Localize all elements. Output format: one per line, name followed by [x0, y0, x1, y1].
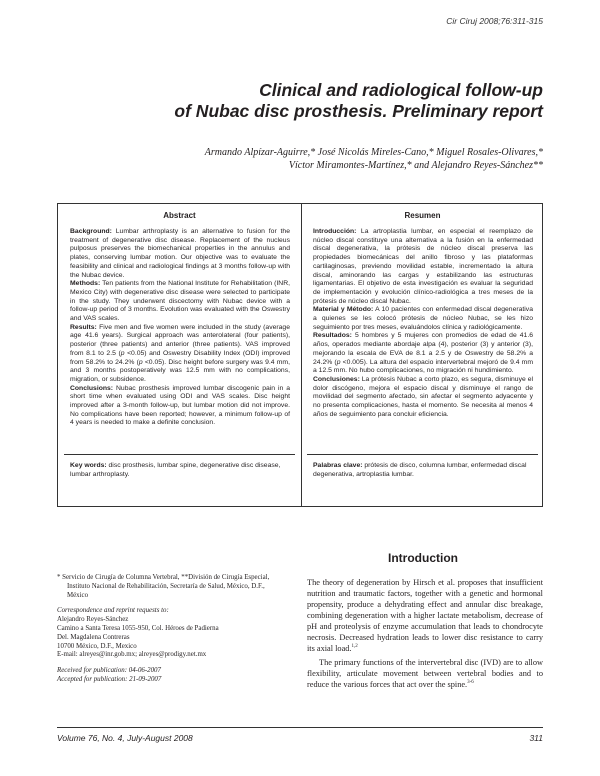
authors-line-2: Víctor Miramontes-Martínez,* and Alejandro Reyes-Sánchez** [288, 160, 543, 171]
methods-label: Methods: [70, 280, 101, 288]
correspondence-name: Alejandro Reyes-Sánchez [57, 616, 129, 624]
authors-line-1: Armando Alpízar-Aguirre,* José Nicolás Mireles-Cano,* Miguel Rosales-Olivares,* [204, 147, 543, 158]
intro-para2-ref: 3-6 [467, 680, 474, 686]
background-text: Lumbar arthroplasty is an alternative to fusion for the treatment of degenerative disc disease. Replacement of the nucleus pulposus preserves the biomechanical properties in the annulus and plates, conserving lumbar motion. Our objective was to evaluate the feasibility and clinical and radiological findings at 3 months follow-up with the Nubac device. [70, 228, 290, 279]
resumen-body [313, 228, 533, 419]
resumen-conclusiones [313, 376, 533, 420]
resultados-p-value: p [336, 358, 341, 366]
intro-para1-text: The theory of degeneration by Hirsch et al. proposes that insufficient nutrition and traumatic factors, together with a genetic and hormonal propensity, produce a dehydrating effect and annular disc breakage, combining degeneration with a higher lactate metabolism, decrease of pH and proteolysis of enzyme accumulation that leads to chondrocyte necrosis. Decreased hydration leads to lower disc resistance to carry its axial load. [307, 578, 543, 653]
abstract-body [70, 228, 290, 428]
conclusiones-text: La prótesis Nubac a corto plazo, es segura, disminuye el dolor discógeno, mejora el espacio discal y disminuye el rango de movilidad del segmento afectado, sin afectar el segmento adyacente y no presenta complicaciones, hasta el momento. Se necesita al menos 4 años de seguimiento para concluir eficiencia. [313, 375, 533, 418]
introduction-heading: Introduction [388, 551, 458, 565]
resumen-introduccion [313, 228, 533, 306]
introduction-body [307, 577, 543, 690]
results-label: Results: [70, 323, 97, 331]
abstract-results [70, 324, 290, 385]
correspondence-address-2: Del. Magdalena Contreras [57, 633, 130, 641]
results-text-a: Five men and five women were included in the study (average age 41.6 years). Surgical approach was anterolateral (four patients), posterior (three patients) and anterior (three patients). VAS improved from 8.1 to 2.5 ( [70, 323, 290, 357]
correspondence-address-1: Camino a Santa Teresa 1055-950, Col. Héroes de Padierna [57, 624, 219, 632]
title-line-1: Clinical and radiological follow-up [259, 80, 543, 100]
abstract-conclusions [70, 385, 290, 429]
background-label: Background: [70, 228, 112, 235]
correspondence-label: Correspondence and reprint requests to: [57, 607, 169, 615]
conclusions-label: Conclusions: [70, 384, 114, 392]
introduccion-label: Introducción: [313, 228, 357, 235]
introduction-paragraph-2 [307, 657, 543, 690]
article-title [113, 80, 543, 122]
introduction-paragraph-1 [307, 577, 543, 654]
intro-para1-ref: 1,2 [351, 644, 358, 650]
resumen-keywords-divider [307, 454, 538, 455]
material-text: A 10 pacientes con enfermedad discal degenerativa a quienes se les colocó prótesis de núcleo Nubac, se les hizo seguimiento por tres meses, evaluándolos clínica y radiológicamente. [313, 306, 533, 331]
abstract-background [70, 228, 290, 280]
conclusiones-label: Conclusiones: [313, 375, 360, 383]
abstract-heading: Abstract [163, 211, 196, 220]
resultados-label: Resultados: [313, 332, 352, 340]
palabras-clave-text: prótesis de disco, columna lumbar, enfermedad discal degenerativa, artroplastia lumbar. [313, 462, 527, 478]
publication-dates [57, 667, 287, 685]
footer-page-number: 311 [529, 733, 543, 743]
resultados-text-b: <0.005). La altura del espacio intervertebral mejoró de 9.4 mm a 12.5 mm. No hubo complicaciones, no migración ni hundimiento. [313, 358, 533, 375]
footer-divider [57, 727, 543, 728]
resumen-heading: Resumen [404, 211, 441, 220]
intro-para2-text: The primary functions of the intervertebral disc (IVD) are to allow flexibility, articulate movement between vertebral bodies and to reduce the various forces that act over the spine. [307, 658, 543, 689]
accepted-date: Accepted for publication: 21-09-2007 [57, 675, 162, 683]
affiliation-footnote: * Servicio de Cirugía de Columna Vertebral, **División de Cirugía Especial, Instituto Nacional de Rehabilitación, Secretaría de Salud, México, D.F., México [57, 574, 270, 599]
results-p-value-1: p [120, 349, 125, 357]
abstract-keywords-divider [64, 454, 295, 455]
keywords-label: Key words: [70, 462, 107, 469]
correspondence-email: E-mail: alreyes@inr.gob.mx; alreyes@prodigy.net.mx [57, 651, 207, 659]
results-text-b: <0.05) and Oswestry Disability Index (ODI) improved from 58.2% to 24.2% ( [70, 349, 291, 366]
material-label: Material y Método: [313, 306, 374, 314]
correspondence-address-3: 10700 México, D.F., Mexico [57, 642, 137, 650]
results-text-c: <0.05). Disc height before surgery was 9.4 mm, and 3 months postoperatively was 12.5 mm with no complications, migration, or subsidence. [70, 358, 290, 383]
footnotes [57, 574, 287, 685]
abstract-keywords [70, 462, 290, 479]
conclusions-text: Nubac prosthesis improved lumbar discogenic pain in a short time when evaluated using ODI and VAS scales. Disc height improved after a 3-month follow-up, but lumbar motion did not improve. No complications have been reported; however, a minimum follow-up of 4 years is needed to make a definite conclusion. [70, 384, 290, 427]
abstract-methods [70, 280, 290, 324]
resumen-resultados [313, 332, 533, 376]
received-date: Received for publication: 04-06-2007 [57, 667, 161, 675]
author-list [103, 146, 543, 172]
keywords-text: disc prosthesis, lumbar spine, degenerative disc disease, lumbar arthroplasty. [70, 462, 281, 478]
introduccion-text: La artroplastia lumbar, en especial el reemplazo de núcleo discal constituye una alternativa a la fusión en la enfermedad discal degenerativa, la prótesis de núcleo discal preserva las propiedades biomecánicas del anillo fibroso y las plataformas cartilaginosas, previendo movilidad estable, incrementado la altura discal, aminorando las cargas y estabilizando las estructuras ligamentarias. El objetivo de esta investigación es evaluar la seguridad de implementación y evolución clínico-radiológica a tres meses de la prótesis de núcleo discal Nubac. [313, 228, 533, 305]
resumen-keywords [313, 462, 533, 479]
footer-volume: Volume 76, No. 4, July-August 2008 [57, 733, 193, 743]
results-p-value-2: p [138, 358, 143, 366]
resultados-text-a: 5 hombres y 5 mujeres con promedios de edad de 41.6 años, operados mediante abordaje alpa (4), posterior (3) y anterior (3), mejorando la escala de EVA de 8.1 a 2.5 y de Oswestry de 58.2% a 24.2% ( [313, 332, 533, 366]
palabras-clave-label: Palabras clave: [313, 462, 363, 469]
abstract-box [57, 203, 543, 507]
abstract-column-spanish [301, 204, 544, 506]
resumen-material [313, 306, 533, 332]
methods-text: Ten patients from the National Institute for Rehabilitation (INR, Mexico City) with degenerative disc disease were selected to participate in the study. They underwent discectomy with Nubac device with a follow-up period of 3 months. Evolution was evaluated with the Oswestry and VAS scales. [70, 280, 290, 323]
title-line-2: of Nubac disc prosthesis. Preliminary report [174, 101, 543, 121]
journal-citation: Cir Ciruj 2008;76:311-315 [446, 16, 543, 26]
abstract-column-english [58, 204, 302, 506]
